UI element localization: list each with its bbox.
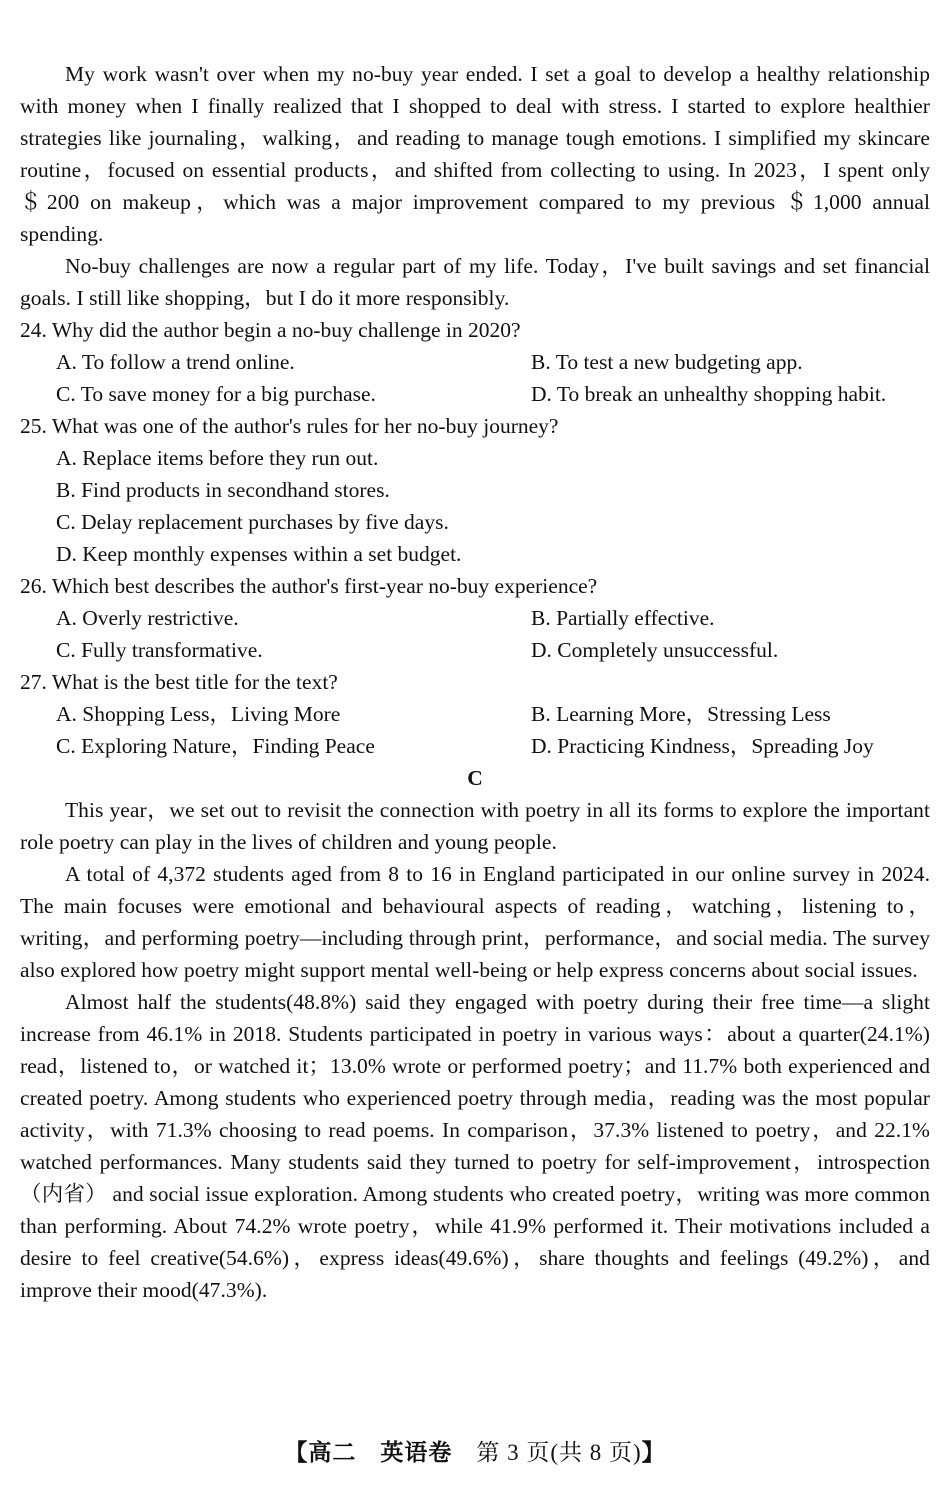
question-27-option-a[interactable]: A. Shopping Less，Living More — [56, 702, 341, 726]
question-26-options-row-1 — [20, 602, 930, 634]
footer-grade: 高二 — [308, 1440, 357, 1466]
footer-bracket-open: 【 — [284, 1440, 309, 1466]
question-24-option-a[interactable]: A. To follow a trend online. — [56, 350, 295, 374]
question-26-option-d[interactable]: D. Completely unsuccessful. — [531, 638, 779, 662]
section-letter-c: C — [467, 766, 483, 790]
question-26-option-c[interactable]: C. Fully transformative. — [56, 638, 263, 662]
question-26-option-a[interactable]: A. Overly restrictive. — [56, 606, 239, 630]
question-24-option-c[interactable]: C. To save money for a big purchase. — [56, 382, 376, 406]
question-25-option-c[interactable]: C. Delay replacement purchases by five days. — [56, 510, 449, 534]
question-27-option-b[interactable]: B. Learning More，Stressing Less — [531, 702, 831, 726]
footer-bracket-close: 】 — [641, 1440, 666, 1466]
question-24-options-row-2 — [20, 378, 930, 410]
question-25 — [20, 410, 930, 570]
question-25-options — [20, 442, 930, 570]
question-25-option-d[interactable]: D. Keep monthly expenses within a set budget. — [56, 542, 462, 566]
question-25-option-a[interactable]: A. Replace items before they run out. — [56, 446, 379, 470]
question-26-option-b[interactable]: B. Partially effective. — [531, 606, 715, 630]
page-footer — [0, 1438, 950, 1468]
page-content — [20, 58, 930, 1306]
question-27 — [20, 666, 930, 762]
question-27-options-row-1 — [20, 698, 930, 730]
question-25-option-b[interactable]: B. Find products in secondhand stores. — [56, 478, 390, 502]
question-27-options-row-2 — [20, 730, 930, 762]
footer-page-label: 第 3 页(共 8 页) — [476, 1440, 642, 1465]
question-24-stem: 24. Why did the author begin a no-buy challenge in 2020? — [20, 318, 521, 342]
passage-b-paragraph-1: My work wasn't over when my no-buy year ended. I set a goal to develop a healthy relationship with money when I finally realized that I shopped to deal with stress. I started to explore healthier strategies like journaling，walking，and reading to manage tough emotions. I simplified my skincare routine，focused on essential products，and shifted from collecting to using. In 2023，I spent only ＄200 on makeup，which was a major improvement compared to my previous ＄1,000 annual spending. — [20, 62, 930, 246]
passage-c-paragraph-2: A total of 4,372 students aged from 8 to 16 in England participated in our online survey in 2024. The main focuses were emotional and behavioural aspects of reading，watching，listening to，writing，and performing poetry—including through print，performance，and social media. The survey also explored how poetry might support mental well-being or help express concerns about social issues. — [20, 862, 930, 982]
question-26-stem: 26. Which best describes the author's first-year no-buy experience? — [20, 574, 598, 598]
passage-c-paragraph-1: This year，we set out to revisit the connection with poetry in all its forms to explore the important role poetry can play in the lives of children and young people. — [20, 798, 930, 854]
question-24-option-d[interactable]: D. To break an unhealthy shopping habit. — [531, 382, 887, 406]
question-26-options-row-2 — [20, 634, 930, 666]
question-27-option-d[interactable]: D. Practicing Kindness，Spreading Joy — [531, 734, 874, 758]
question-27-option-c[interactable]: C. Exploring Nature，Finding Peace — [56, 734, 375, 758]
question-27-stem: 27. What is the best title for the text? — [20, 670, 338, 694]
question-24-options-row-1 — [20, 346, 930, 378]
question-25-stem: 25. What was one of the author's rules for her no-buy journey? — [20, 414, 559, 438]
footer-subject: 英语卷 — [380, 1440, 453, 1466]
question-24 — [20, 314, 930, 410]
question-26 — [20, 570, 930, 666]
passage-b-paragraph-2: No-buy challenges are now a regular part of my life. Today，I've built savings and set financial goals. I still like shopping，but I do it more responsibly. — [20, 254, 930, 310]
question-24-option-b[interactable]: B. To test a new budgeting app. — [531, 350, 803, 374]
passage-c-paragraph-3: Almost half the students(48.8%) said they engaged with poetry during their free time—a slight increase from 46.1% in 2018. Students participated in poetry in various ways：about a quarter(24.1%) read，listened to，or watched it；13.0% wrote or performed poetry；and 11.7% both experienced and created poetry. Among students who experienced poetry through media，reading was the most popular activity，with 71.3% choosing to read poems. In comparison，37.3% listened to poetry，and 22.1% watched performances. Many students said they turned to poetry for self-improvement，introspection（内省） and social issue exploration. Among students who created poetry，writing was more common than performing. About 74.2% wrote poetry，while 41.9% performed it. Their motivations included a desire to feel creative(54.6%)，express ideas(49.6%)，share thoughts and feelings (49.2%)，and improve their mood(47.3%). — [20, 990, 930, 1302]
